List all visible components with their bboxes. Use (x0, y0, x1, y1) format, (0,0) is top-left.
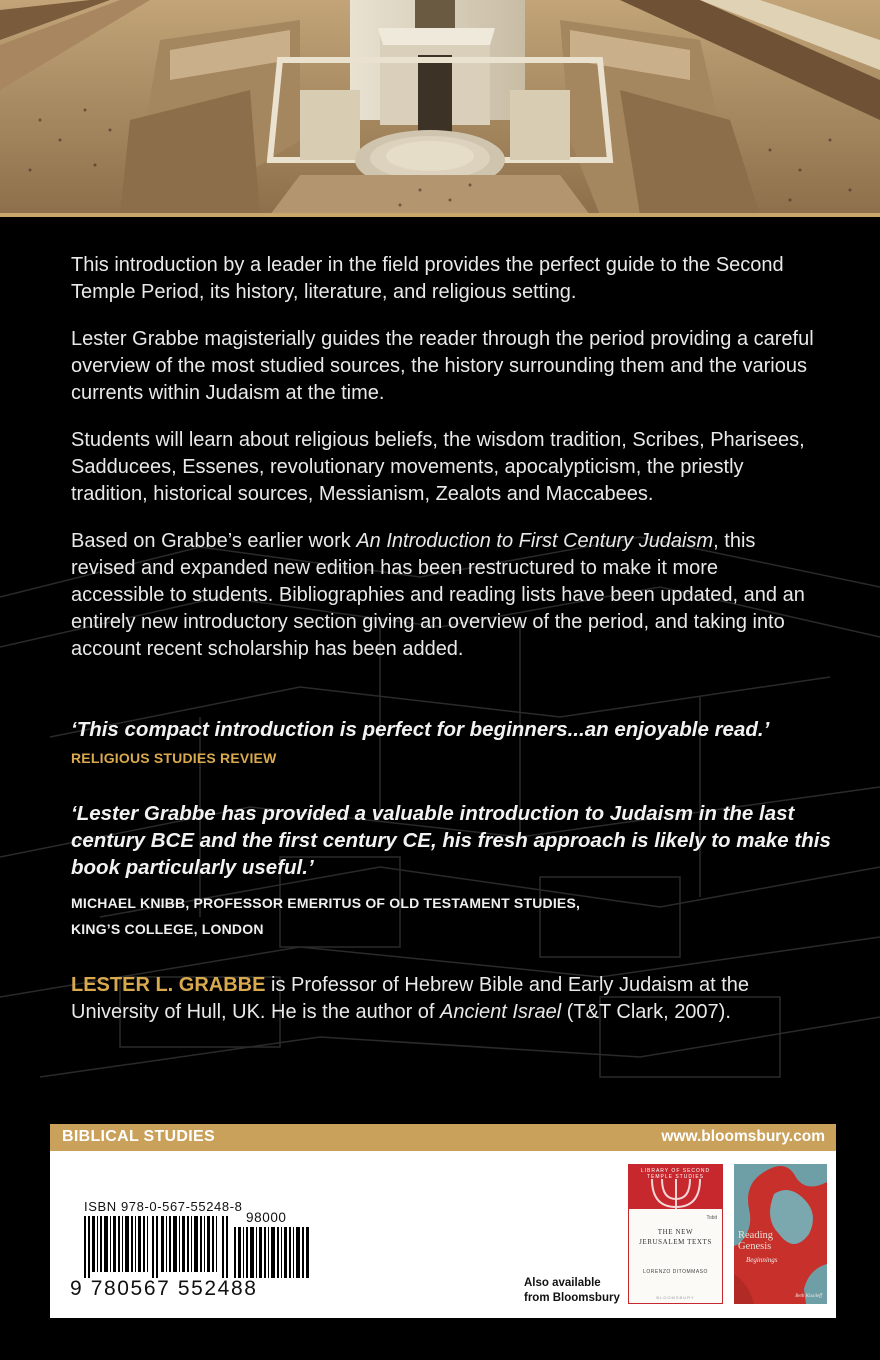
description-paragraph-4-start: Based on Grabbe’s earlier work (71, 530, 357, 552)
author-bio-end: (T&T Clark, 2007). (561, 1001, 731, 1023)
review-quote-1: ‘This compact introduction is perfect for beginners...an enjoyable read.’ (71, 718, 770, 741)
category-label: BIBLICAL STUDIES (62, 1128, 215, 1145)
book1-author: LORENZO DITOMMASO (643, 1269, 708, 1275)
book2-title-line-2: Genesis (738, 1241, 772, 1252)
barcode-digits: 9 780567 552488 (70, 1277, 258, 1300)
book-cover-reading-genesis[interactable] (734, 1164, 827, 1304)
description-paragraph-2: Lester Grabbe magisterially guides the reader through the period providing a careful overview of the most studied sources, the history surrounding them and the various currents within Judaism at the time. (71, 328, 814, 404)
temple-photo (0, 0, 880, 215)
price-code: 98000 (246, 1210, 287, 1225)
book1-title-line-1: THE NEW (657, 1228, 694, 1236)
price-addon-barcode (234, 1227, 310, 1278)
book1-title (629, 1227, 722, 1247)
book1-series: LIBRARY OF SECOND TEMPLE STUDIES (640, 1168, 711, 1180)
book1-publisher: BLOOMSBURY (656, 1295, 695, 1300)
description-paragraph-1: This introduction by a leader in the field provides the perfect guide to the Second Temple Period, its history, literature, and religious setting. (71, 254, 784, 303)
author-book-title: Ancient Israel (440, 1001, 562, 1023)
also-available-line-1: Also available (524, 1277, 601, 1289)
book2-title (738, 1230, 773, 1252)
author-bio-text: is Professor of Hebrew Bible and Early Judaism at the University of Hull, UK. He is the author of (71, 974, 750, 1023)
earlier-work-title: An Introduction to First Century Judaism (356, 530, 714, 552)
temple-illustration (0, 0, 880, 215)
author-name: LESTER L. GRABBE (71, 974, 266, 996)
description-paragraph-4-end: , this revised and expanded new edition has been restructured to make it more accessible to students. Bibliographies and reading lists have been updated, and an entirely new introductory section giving an overview of the period, and taking into account recent scholarship has been added. (71, 530, 805, 660)
book1-top-author: Tobit (706, 1215, 717, 1221)
also-available-line-2: from Bloomsbury (524, 1292, 620, 1304)
book2-subtitle: Beginnings (746, 1256, 778, 1264)
review-source-1: RELIGIOUS STUDIES REVIEW (71, 750, 277, 766)
book-cover-new-jerusalem-texts[interactable] (628, 1164, 723, 1304)
menorah-icon (629, 1165, 723, 1209)
description-paragraph-4 (71, 528, 816, 663)
book2-author: Beth Kissileff (795, 1294, 822, 1299)
description-paragraph-3: Students will learn about religious beliefs, the wisdom tradition, Scribes, Pharisees, Sadducees, Essenes, revolutionary movements, apocalypticism, the priestly tradition, historical sources, Messianism, Zealots and Maccabees. (71, 429, 805, 505)
book-description (71, 252, 816, 683)
book1-red-header (629, 1165, 722, 1209)
book1-title-line-2: JERUSALEM TEXTS (639, 1238, 712, 1246)
isbn-label: ISBN 978-0-567-55248-8 (84, 1199, 243, 1214)
category-band (50, 1124, 836, 1151)
also-available-label (524, 1276, 620, 1306)
review-source-2-line-2: KING’S COLLEGE, LONDON (71, 921, 264, 937)
book2-title-line-1: Reading (738, 1230, 773, 1241)
review-source-2-line-1: MICHAEL KNIBB, PROFESSOR EMERITUS OF OLD TESTAMENT STUDIES, (71, 895, 581, 911)
isbn-barcode (84, 1216, 228, 1278)
review-quote-2: ‘Lester Grabbe has provided a valuable introduction to Judaism in the last century BCE and the first century CE, his fresh approach is likely to make this book particularly useful.’ (71, 802, 831, 879)
author-bio (71, 972, 831, 1026)
publisher-website: www.bloomsbury.com (661, 1128, 825, 1145)
